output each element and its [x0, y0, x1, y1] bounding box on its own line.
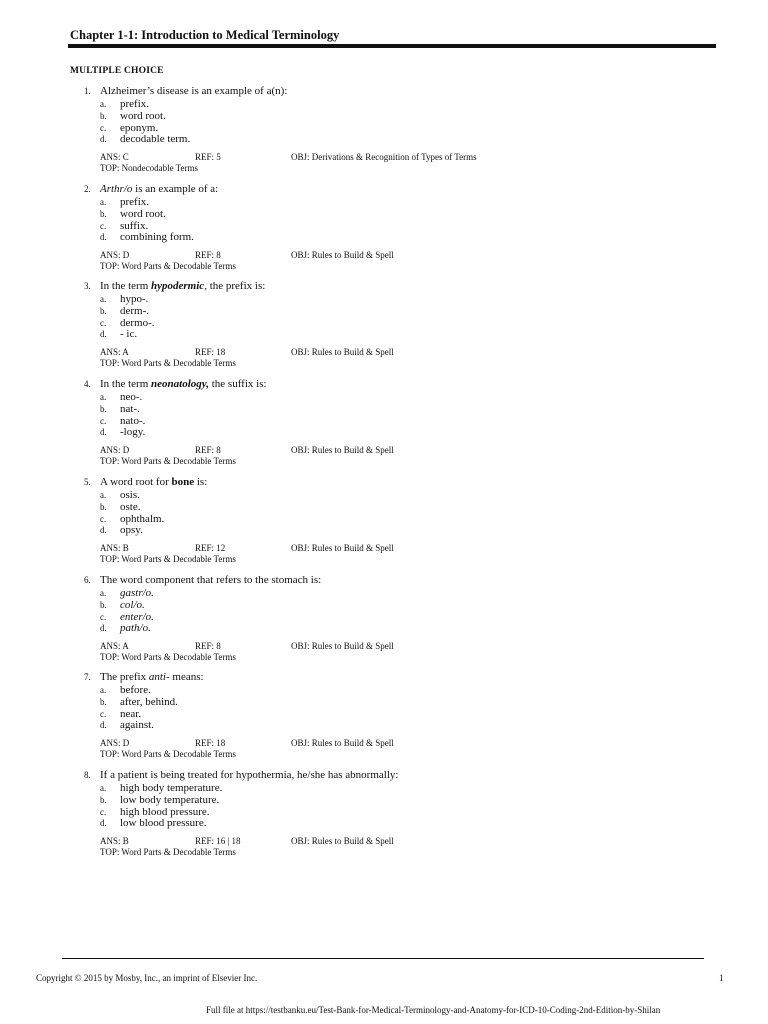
choice-text: nat-.	[120, 402, 140, 415]
choice-letter: d.	[100, 720, 107, 731]
choice-text: combining form.	[120, 231, 194, 244]
reference: REF: 18	[195, 347, 226, 357]
answer-key: ANS: D	[100, 445, 130, 455]
stem-emphasis: bone	[171, 476, 195, 488]
choice-text: - ic.	[120, 328, 138, 341]
choice-letter: a.	[100, 490, 107, 500]
stem-emphasis: Arthr/o	[100, 183, 133, 195]
choice-letter: d.	[100, 329, 107, 340]
question-number: 2.	[84, 184, 91, 194]
stem-text: , the prefix is:	[204, 280, 266, 292]
answer-key: ANS: B	[100, 836, 129, 846]
question-number: 1.	[84, 86, 91, 96]
choice-text: -logy.	[120, 426, 146, 439]
choice-text: decodable term.	[120, 133, 191, 146]
choice-text: after, behind.	[120, 695, 178, 708]
topic: TOP: Word Parts & Decodable Terms	[100, 358, 236, 368]
topic: TOP: Word Parts & Decodable Terms	[100, 847, 236, 857]
objective: OBJ: Derivations & Recognition of Types of Terms	[291, 152, 477, 162]
stem-text: If a patient is being treated for hypothermia, he/she has abnormally:	[100, 769, 399, 781]
footer-rule	[62, 958, 704, 959]
topic: TOP: Word Parts & Decodable Terms	[100, 261, 236, 271]
question-stem	[100, 671, 204, 684]
answer-key: ANS: D	[100, 250, 130, 260]
choice-text: low body temperature.	[120, 793, 220, 806]
answer-key: ANS: B	[100, 543, 129, 553]
choice-letter: c.	[100, 122, 107, 133]
choice-text: neo-.	[120, 391, 143, 403]
stem-text: In the term	[100, 280, 152, 292]
choice-letter: a.	[100, 783, 107, 793]
choice-text: word root.	[120, 109, 166, 122]
choice-text: eponym.	[120, 121, 159, 134]
choice-letter: a.	[100, 99, 107, 109]
objective: OBJ: Rules to Build & Spell	[291, 836, 394, 846]
question-number: 7.	[84, 672, 91, 682]
stem-text: the suffix is:	[208, 378, 267, 390]
title-rule	[68, 44, 716, 48]
question-stem	[100, 476, 207, 489]
choice-text: gastr/o.	[120, 587, 154, 599]
stem-emphasis: anti-	[148, 671, 170, 683]
choice-letter: d.	[100, 525, 107, 536]
choice-letter: d.	[100, 134, 107, 145]
reference: REF: 8	[195, 250, 221, 260]
answer-key: ANS: D	[100, 738, 130, 748]
choice-text: osis.	[120, 489, 140, 501]
choice-text: ophthalm.	[120, 512, 165, 525]
reference: REF: 16 | 18	[195, 836, 241, 846]
choice-text: low blood pressure.	[120, 817, 207, 830]
choice-text: derm-.	[120, 304, 150, 317]
stem-text: is an example of a:	[132, 183, 219, 195]
choice-text: suffix.	[120, 219, 149, 232]
question-stem	[100, 183, 218, 196]
question-number: 8.	[84, 770, 91, 780]
choice-letter: d.	[100, 818, 107, 829]
stem-emphasis: neonatology,	[151, 378, 209, 390]
choice-text: col/o.	[120, 598, 145, 611]
full-file-link-text[interactable]: Full file at https://testbanku.eu/Test-Bank-for-Medical-Terminology-and-Anatomy-for-ICD-10-Coding-2nd-Edition-by-Shilan	[206, 1005, 661, 1015]
topic: TOP: Word Parts & Decodable Terms	[100, 749, 236, 759]
choice-text: path/o.	[120, 622, 151, 635]
reference: REF: 12	[195, 543, 226, 553]
choice-letter: a.	[100, 197, 107, 207]
choice-text: before.	[120, 684, 151, 696]
answer-key: ANS: A	[100, 347, 129, 357]
choice-letter: a.	[100, 685, 107, 695]
choice-text: oste.	[120, 500, 141, 513]
answer-key: ANS: A	[100, 641, 129, 651]
stem-text: The prefix	[100, 671, 149, 683]
copyright-notice: Copyright © 2015 by Mosby, Inc., an imprint of Elsevier Inc.	[36, 973, 258, 983]
stem-emphasis: hypodermic	[151, 280, 205, 292]
stem-text: In the term	[100, 378, 152, 390]
question-number: 5.	[84, 477, 91, 487]
stem-text: Alzheimer’s disease is an example of a(n):	[100, 85, 288, 97]
choice-text: against.	[120, 719, 154, 732]
question-number: 4.	[84, 379, 91, 389]
choice-text: prefix.	[120, 98, 150, 110]
choice-letter: b.	[100, 110, 107, 121]
stem-text: A word root for	[100, 476, 172, 488]
question-stem	[100, 85, 287, 98]
choice-text: near.	[120, 707, 142, 720]
choice-letter: d.	[100, 623, 107, 634]
page-number: 1	[719, 973, 724, 983]
section-heading: MULTIPLE CHOICE	[70, 66, 164, 76]
chapter-title: Chapter 1-1: Introduction to Medical Terminology	[70, 28, 340, 42]
reference: REF: 8	[195, 641, 221, 651]
choice-text: opsy.	[120, 524, 143, 537]
choice-letter: b.	[100, 208, 107, 219]
question-number: 6.	[84, 575, 91, 585]
question-stem	[100, 378, 267, 391]
question-stem	[100, 769, 398, 782]
choice-letter: b.	[100, 403, 107, 414]
topic: TOP: Nondecodable Terms	[100, 163, 199, 173]
answer-key: ANS: C	[100, 152, 129, 162]
choice-letter: b.	[100, 696, 107, 707]
reference: REF: 18	[195, 738, 226, 748]
choice-letter: a.	[100, 588, 107, 598]
choice-letter: d.	[100, 427, 107, 438]
reference: REF: 5	[195, 152, 221, 162]
choice-letter: d.	[100, 232, 107, 243]
question-stem	[100, 574, 321, 587]
choice-letter: b.	[100, 305, 107, 316]
stem-text: means:	[169, 671, 204, 683]
objective: OBJ: Rules to Build & Spell	[291, 738, 394, 748]
choice-letter: b.	[100, 501, 107, 512]
question-stem	[100, 280, 265, 293]
topic: TOP: Word Parts & Decodable Terms	[100, 456, 236, 466]
choice-text: nato-.	[120, 414, 146, 427]
choice-letter: c.	[100, 708, 107, 719]
choice-letter: c.	[100, 611, 107, 622]
objective: OBJ: Rules to Build & Spell	[291, 641, 394, 651]
topic: TOP: Word Parts & Decodable Terms	[100, 554, 236, 564]
question-number: 3.	[84, 281, 91, 291]
choice-letter: a.	[100, 392, 107, 402]
choice-text: high blood pressure.	[120, 805, 210, 818]
choice-letter: b.	[100, 794, 107, 805]
objective: OBJ: Rules to Build & Spell	[291, 445, 394, 455]
objective: OBJ: Rules to Build & Spell	[291, 250, 394, 260]
choice-letter: a.	[100, 294, 107, 304]
choice-letter: c.	[100, 513, 107, 524]
choice-letter: c.	[100, 317, 107, 328]
choice-letter: c.	[100, 806, 107, 817]
objective: OBJ: Rules to Build & Spell	[291, 347, 394, 357]
objective: OBJ: Rules to Build & Spell	[291, 543, 394, 553]
choice-text: hypo-.	[120, 293, 149, 305]
choice-text: high body temperature.	[120, 782, 223, 794]
choice-text: enter/o.	[120, 610, 154, 623]
choice-text: dermo-.	[120, 316, 155, 329]
choice-text: prefix.	[120, 196, 150, 208]
choice-letter: c.	[100, 220, 107, 231]
reference: REF: 8	[195, 445, 221, 455]
stem-text: The word component that refers to the stomach is:	[100, 574, 322, 586]
choice-letter: c.	[100, 415, 107, 426]
choice-text: word root.	[120, 207, 166, 220]
stem-text: is:	[194, 476, 208, 488]
choice-letter: b.	[100, 599, 107, 610]
topic: TOP: Word Parts & Decodable Terms	[100, 652, 236, 662]
